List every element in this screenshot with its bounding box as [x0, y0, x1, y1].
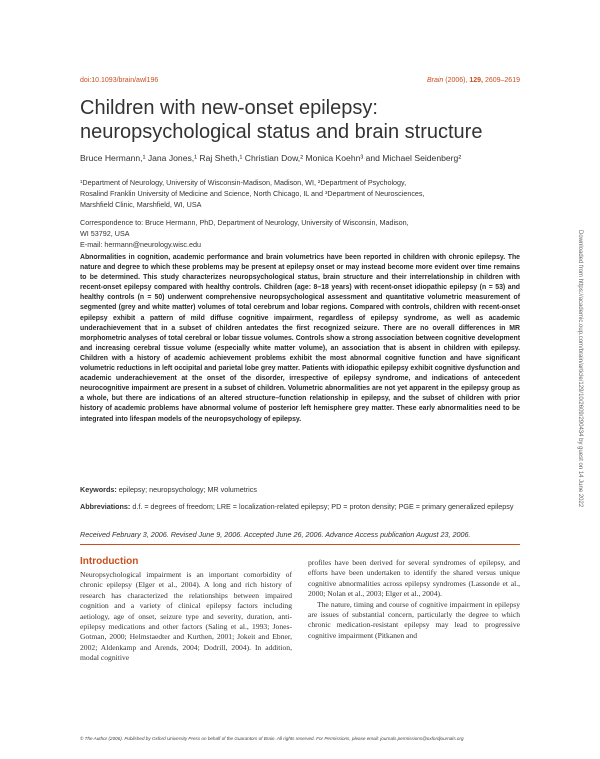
affiliation-line: Rosalind Franklin University of Medicine and Science, North Chicago, IL and ³Department of Neurosciences, — [80, 188, 425, 198]
journal-pages: 2609–2619 — [484, 77, 520, 84]
introduction-heading: Introduction — [80, 556, 139, 567]
journal-year: (2006), — [445, 77, 468, 84]
abbreviations — [80, 502, 520, 513]
journal-name: Brain — [426, 77, 444, 84]
title-line: neuropsychological status and brain structure — [80, 121, 483, 143]
download-notice: Downloaded from https://academic.oup.com/brain/article/129/10/2609/290434 by guest on 14 June 2022 — [577, 230, 583, 508]
intro-paragraph: Neuropsychological impairment is an important comorbidity of chronic epilepsy (Elger et al., 2004). A long and rich history of research has characterized the relationships between impaired cognition and a variety of clinical epilepsy factors including aetiology, age of onset, seizure type and severity, duration, anti-epilepsy medications and other factors (Saling et al., 1993; Jones-Gotman, 2000; Helmstaedter and Kurthen, 2001; Jokeit and Ebner, 2002; Aldenkamp and Arends, 2004; Dodrill, 2004). In addition, modal cognitive — [80, 570, 292, 663]
journal-reference — [427, 77, 520, 84]
correspondence-line: Correspondence to: Bruce Hermann, PhD, Department of Neurology, University of Wisconsin, Madison, — [80, 218, 409, 227]
article-title — [80, 96, 520, 144]
keywords-text: epilepsy; neuropsychology; MR volumetrics — [118, 485, 257, 494]
body-column-right — [308, 558, 520, 641]
abbreviations-text: d.f. = degrees of freedom; LRE = localization-related epilepsy; PD = proton density; PGE = primary generalized epilepsy — [132, 502, 514, 511]
publication-dates: Received February 3, 2006. Revised June 9, 2006. Accepted June 26, 2006. Advance Access publication August 23, 2006. — [80, 530, 471, 539]
body-column-left — [80, 570, 292, 664]
title-line: Children with new-onset epilepsy: — [80, 97, 378, 119]
affiliations — [80, 178, 520, 210]
paragraph-continuation: profiles have been derived for several syndromes of epilepsy, and efforts have been undertaken to identify the shared versus unique cognitive abnormalities across epilepsy syndromes (Lassonde et al., 2000; Nolan et al., 2003; Elger et al., 2004). — [308, 558, 520, 599]
copyright-footer: © The Author (2006). Published by Oxford University Press on behalf of the Guarantors of Brain. All rights reserved. For Permissions, please email: journals.permissions@oxfordjournals.org — [80, 736, 464, 741]
keywords — [80, 485, 520, 494]
affiliation-line: Marshfield Clinic, Marshfield, WI, USA — [80, 199, 202, 209]
correspondence-line: WI 53792, USA — [80, 228, 130, 238]
affiliation-line: ¹Department of Neurology, University of Wisconsin-Madison, Madison, WI, ²Department of Psychology, — [80, 178, 407, 187]
download-watermark — [575, 230, 585, 650]
journal-volume: 129, — [469, 77, 483, 84]
abbreviations-label: Abbreviations: — [80, 502, 131, 511]
doi-link[interactable]: doi:10.1093/brain/awl196 — [80, 77, 159, 84]
paragraph: The nature, timing and course of cognitive impairment in epilepsy are issues of substantial concern, particularly the degree to which chronic medication-resistant epilepsy may lead to progressive cognitive impairment (Pitkanen and — [308, 599, 520, 640]
author-list: Bruce Hermann,¹ Jana Jones,¹ Raj Sheth,¹ Christian Dow,² Monica Koehn³ and Michael Seidenberg² — [80, 153, 462, 163]
abstract: Abnormalities in cognition, academic performance and brain volumetrics have been reported in children with chronic epilepsy. The nature and degree to which these problems may be present at epilepsy onset or may instead become more evident over time remains to be determined. This study characterizes neuropsychological status, brain structure and their interrelationship in children with recent-onset epilepsy compared with healthy controls. Children (age: 8–18 years) with recent-onset idiopathic epilepsy (n = 53) and healthy controls (n = 50) underwent comprehensive neuropsychological assessment and quantitative volumetric measurement of segmented (grey and white matter) volumes of total cerebrum and lobar regions. Compared with controls, children with recent-onset epilepsy exhibit a pattern of mild diffuse cognitive impairment, regardless of epilepsy syndrome, as well as academic underachievement that in a subset of children antedates the first recognized seizure. There are no overall differences in MR morphometric analyses of total cerebral or lobar tissue volumes. Controls show a strong association between cognitive development and increasing cerebral tissue volume (especially white matter volume), an association that is absent in children with epilepsy. Children with a history of academic achievement problems exhibit the most abnormal cognitive function and have significant volumetric reductions in left occipital and parietal lobe grey matter. Patients with idiopathic epilepsy exhibit cognitive dysfunction and academic underachievement at the onset of the disorder, irrespective of epilepsy syndrome, and indications of antecedent neurocognitive impairment are present in a subset of children. Volumetric abnormalities are not yet apparent in the epilepsy group as a whole, but there are indications of an altered structure–function relationship in epilepsy, and the subset of children with prior history of academic problems have abnormal volume of posterior left hemisphere grey matter. These early abnormalities need to be integrated into lifespan models of the neuropsychology of epilepsy. — [80, 254, 520, 423]
correspondence-email[interactable]: E-mail: hermann@neurology.wisc.edu — [80, 239, 202, 249]
keywords-label: Keywords: — [80, 485, 117, 494]
correspondence — [80, 218, 520, 250]
section-divider — [80, 544, 520, 545]
